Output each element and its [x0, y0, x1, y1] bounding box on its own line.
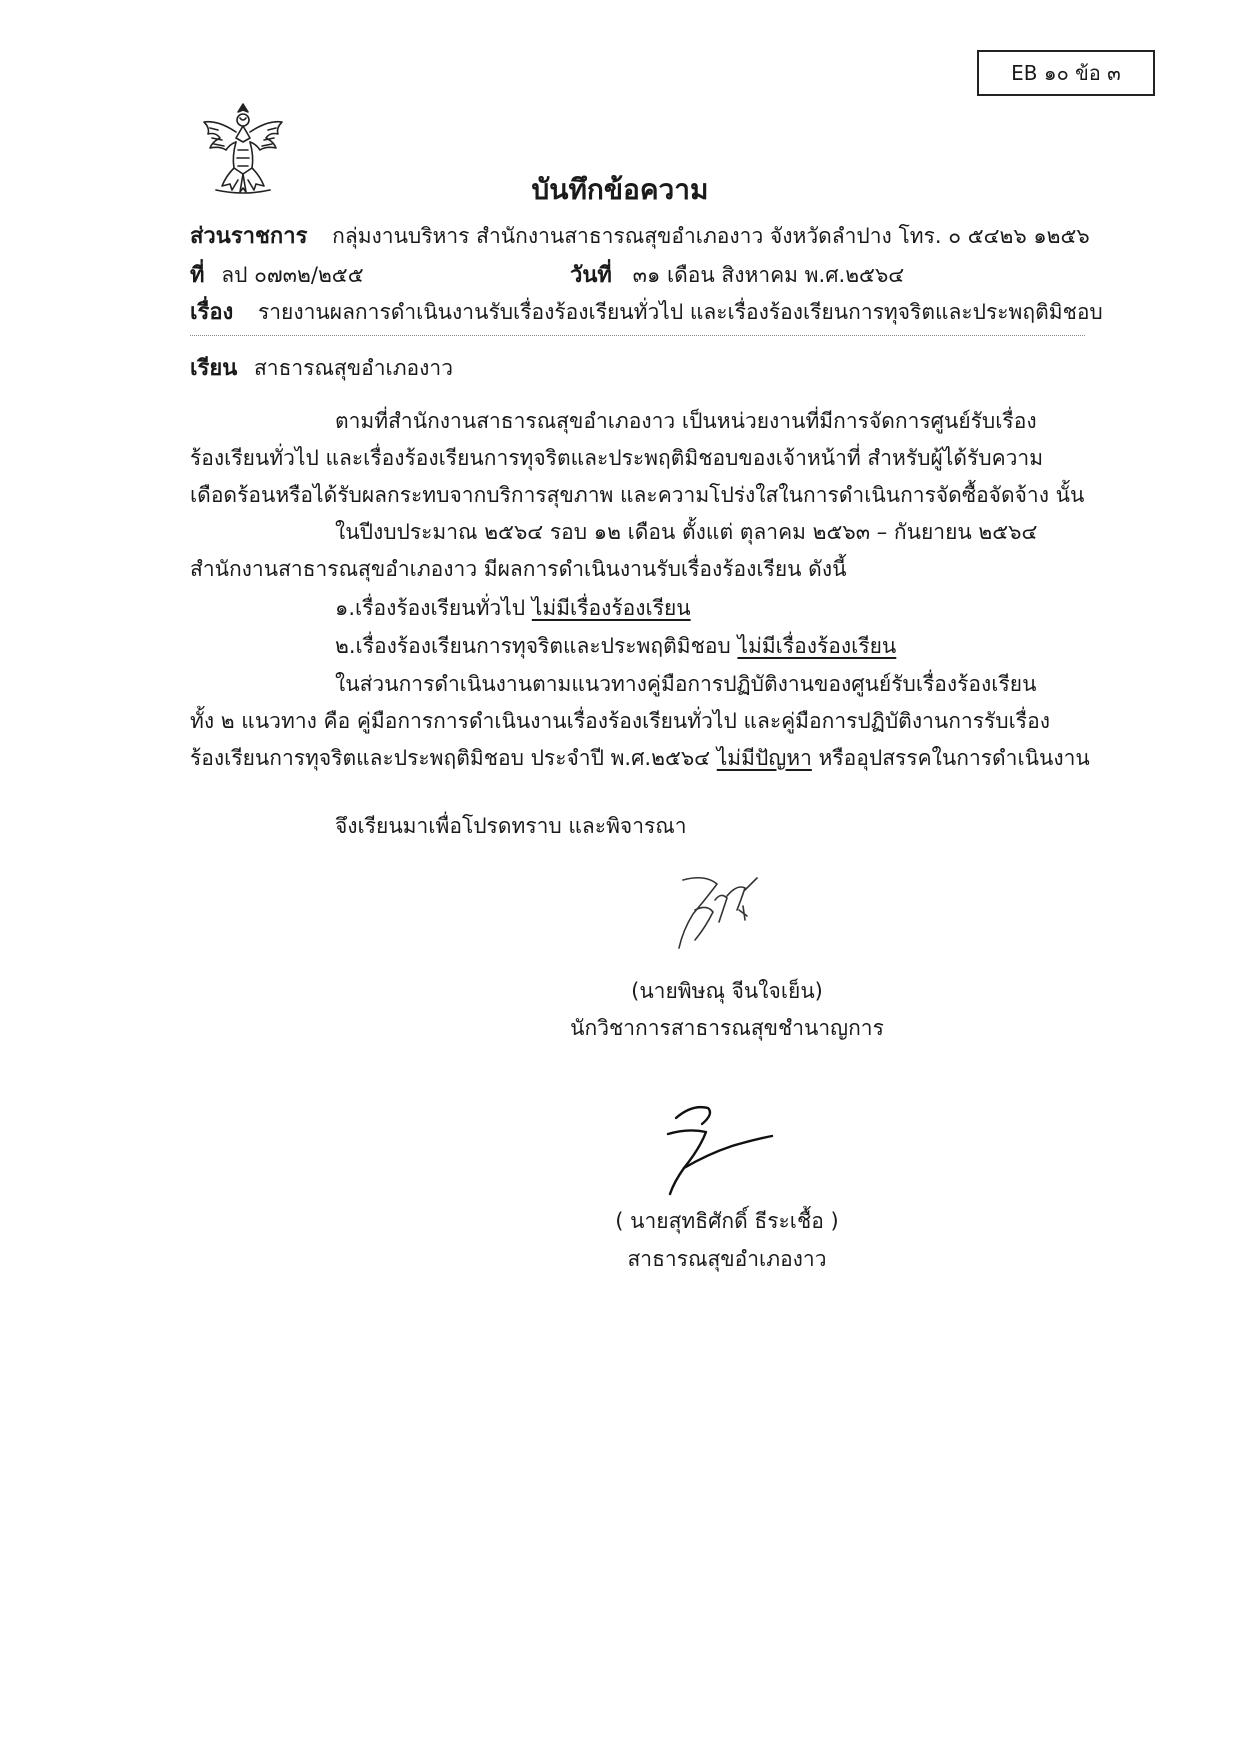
signer-1-position: นักวิชาการสาธารณสุขชำนาญการ	[570, 1016, 884, 1040]
signer-1-name: (นายพิษณุ จีนใจเย็น)	[631, 979, 823, 1003]
paragraph-1-line-1: ตามที่สำนักงานสาธารณสุขอำเภองาว เป็นหน่วยงานที่มีการจัดการศูนย์รับเรื่อง	[335, 409, 1037, 433]
paragraph-1-line-3: เดือดร้อนหรือได้รับผลกระทบจากบริการสุขภาพ และความโปร่งใสในการดำเนินการจัดซื้อจัดจ้าง นั้น	[190, 483, 1085, 507]
salutation-label: เรียน	[190, 356, 238, 381]
agency-label: ส่วนราชการ	[190, 224, 308, 249]
agency-value: กลุ่มงานบริหาร สำนักงานสาธารณสุขอำเภองาว จังหวัดลำปาง โทร. ๐ ๕๔๒๖ ๑๒๕๖	[332, 224, 1090, 248]
date-value: ๓๑ เดือน สิงหาคม พ.ศ.๒๕๖๔	[632, 263, 905, 287]
list-item-2-text: ๒.เรื่องร้องเรียนการทุจริตและประพฤติมิชอบ	[335, 634, 738, 658]
paragraph-3-line-3-prefix: ร้องเรียนการทุจริตและประพฤติมิชอบ ประจำปี พ.ศ.๒๕๖๔	[190, 746, 717, 770]
reference-row	[190, 257, 364, 292]
agency-row	[190, 218, 1090, 253]
closing-line: จึงเรียนมาเพื่อโปรดทราบ และพิจารณา	[335, 814, 687, 838]
paragraph-3-line-2: ทั้ง ๒ แนวทาง คือ คู่มือการการดำเนินงานเรื่องร้องเรียนทั่วไป และคู่มือการปฏิบัติงานการรับเรื่อง	[190, 709, 1050, 733]
paragraph-2-line-1: ในปีงบประมาณ ๒๕๖๔ รอบ ๑๒ เดือน ตั้งแต่ ตุลาคม ๒๕๖๓ – กันยายน ๒๕๖๔	[335, 520, 1038, 544]
reference-label: ที่	[190, 263, 205, 288]
document-tag-text: EB ๑๐ ข้อ ๓	[1011, 61, 1121, 85]
signer-2-name: ( นายสุทธิศักดิ์ ธีระเชื้อ )	[615, 1209, 839, 1233]
document-tag	[977, 50, 1155, 96]
paragraph-3-line-3	[190, 742, 1090, 775]
list-item-2	[335, 630, 896, 663]
signature-1-icon	[665, 870, 775, 960]
reference-value: ลป ๐๗๓๒/๒๕๕	[221, 263, 364, 287]
date-row	[570, 257, 904, 292]
list-item-1-text: ๑.เรื่องร้องเรียนทั่วไป	[335, 596, 532, 620]
date-label: วันที่	[570, 263, 612, 288]
subject-value: รายงานผลการดำเนินงานรับเรื่องร้องเรียนทั่วไป และเรื่องร้องเรียนการทุจริตและประพฤติมิชอบ	[257, 300, 1103, 324]
subject-row	[190, 294, 1103, 329]
salutation-value: สาธารณสุขอำเภองาว	[253, 356, 453, 380]
paragraph-3-line-1: ในส่วนการดำเนินงานตามแนวทางคู่มือการปฏิบัติงานของศูนย์รับเรื่องร้องเรียน	[335, 672, 1037, 696]
list-item-1-result: ไม่มีเรื่องร้องเรียน	[531, 596, 691, 620]
signer-2-position: สาธารณสุขอำเภองาว	[627, 1247, 827, 1271]
list-item-1	[335, 592, 691, 625]
header-divider	[190, 335, 1085, 336]
paragraph-3-line-3-underline: ไม่มีปัญหา	[716, 746, 812, 770]
paragraph-2-line-2: สำนักงานสาธารณสุขอำเภองาว มีผลการดำเนินงานรับเรื่องร้องเรียน ดังนี้	[190, 557, 847, 581]
memo-title: บันทึกข้อความ	[531, 173, 709, 206]
list-item-2-result: ไม่มีเรื่องร้องเรียน	[737, 634, 897, 658]
salutation-row	[190, 350, 453, 385]
paragraph-1-line-2: ร้องเรียนทั่วไป และเรื่องร้องเรียนการทุจริตและประพฤติมิชอบของเจ้าหน้าที่ สำหรับผู้ได้รับความ	[190, 446, 1044, 470]
signature-2-icon	[648, 1098, 778, 1198]
subject-label: เรื่อง	[190, 300, 234, 325]
paragraph-3-line-3-suffix: หรืออุปสรรคในการดำเนินงาน	[811, 746, 1090, 770]
